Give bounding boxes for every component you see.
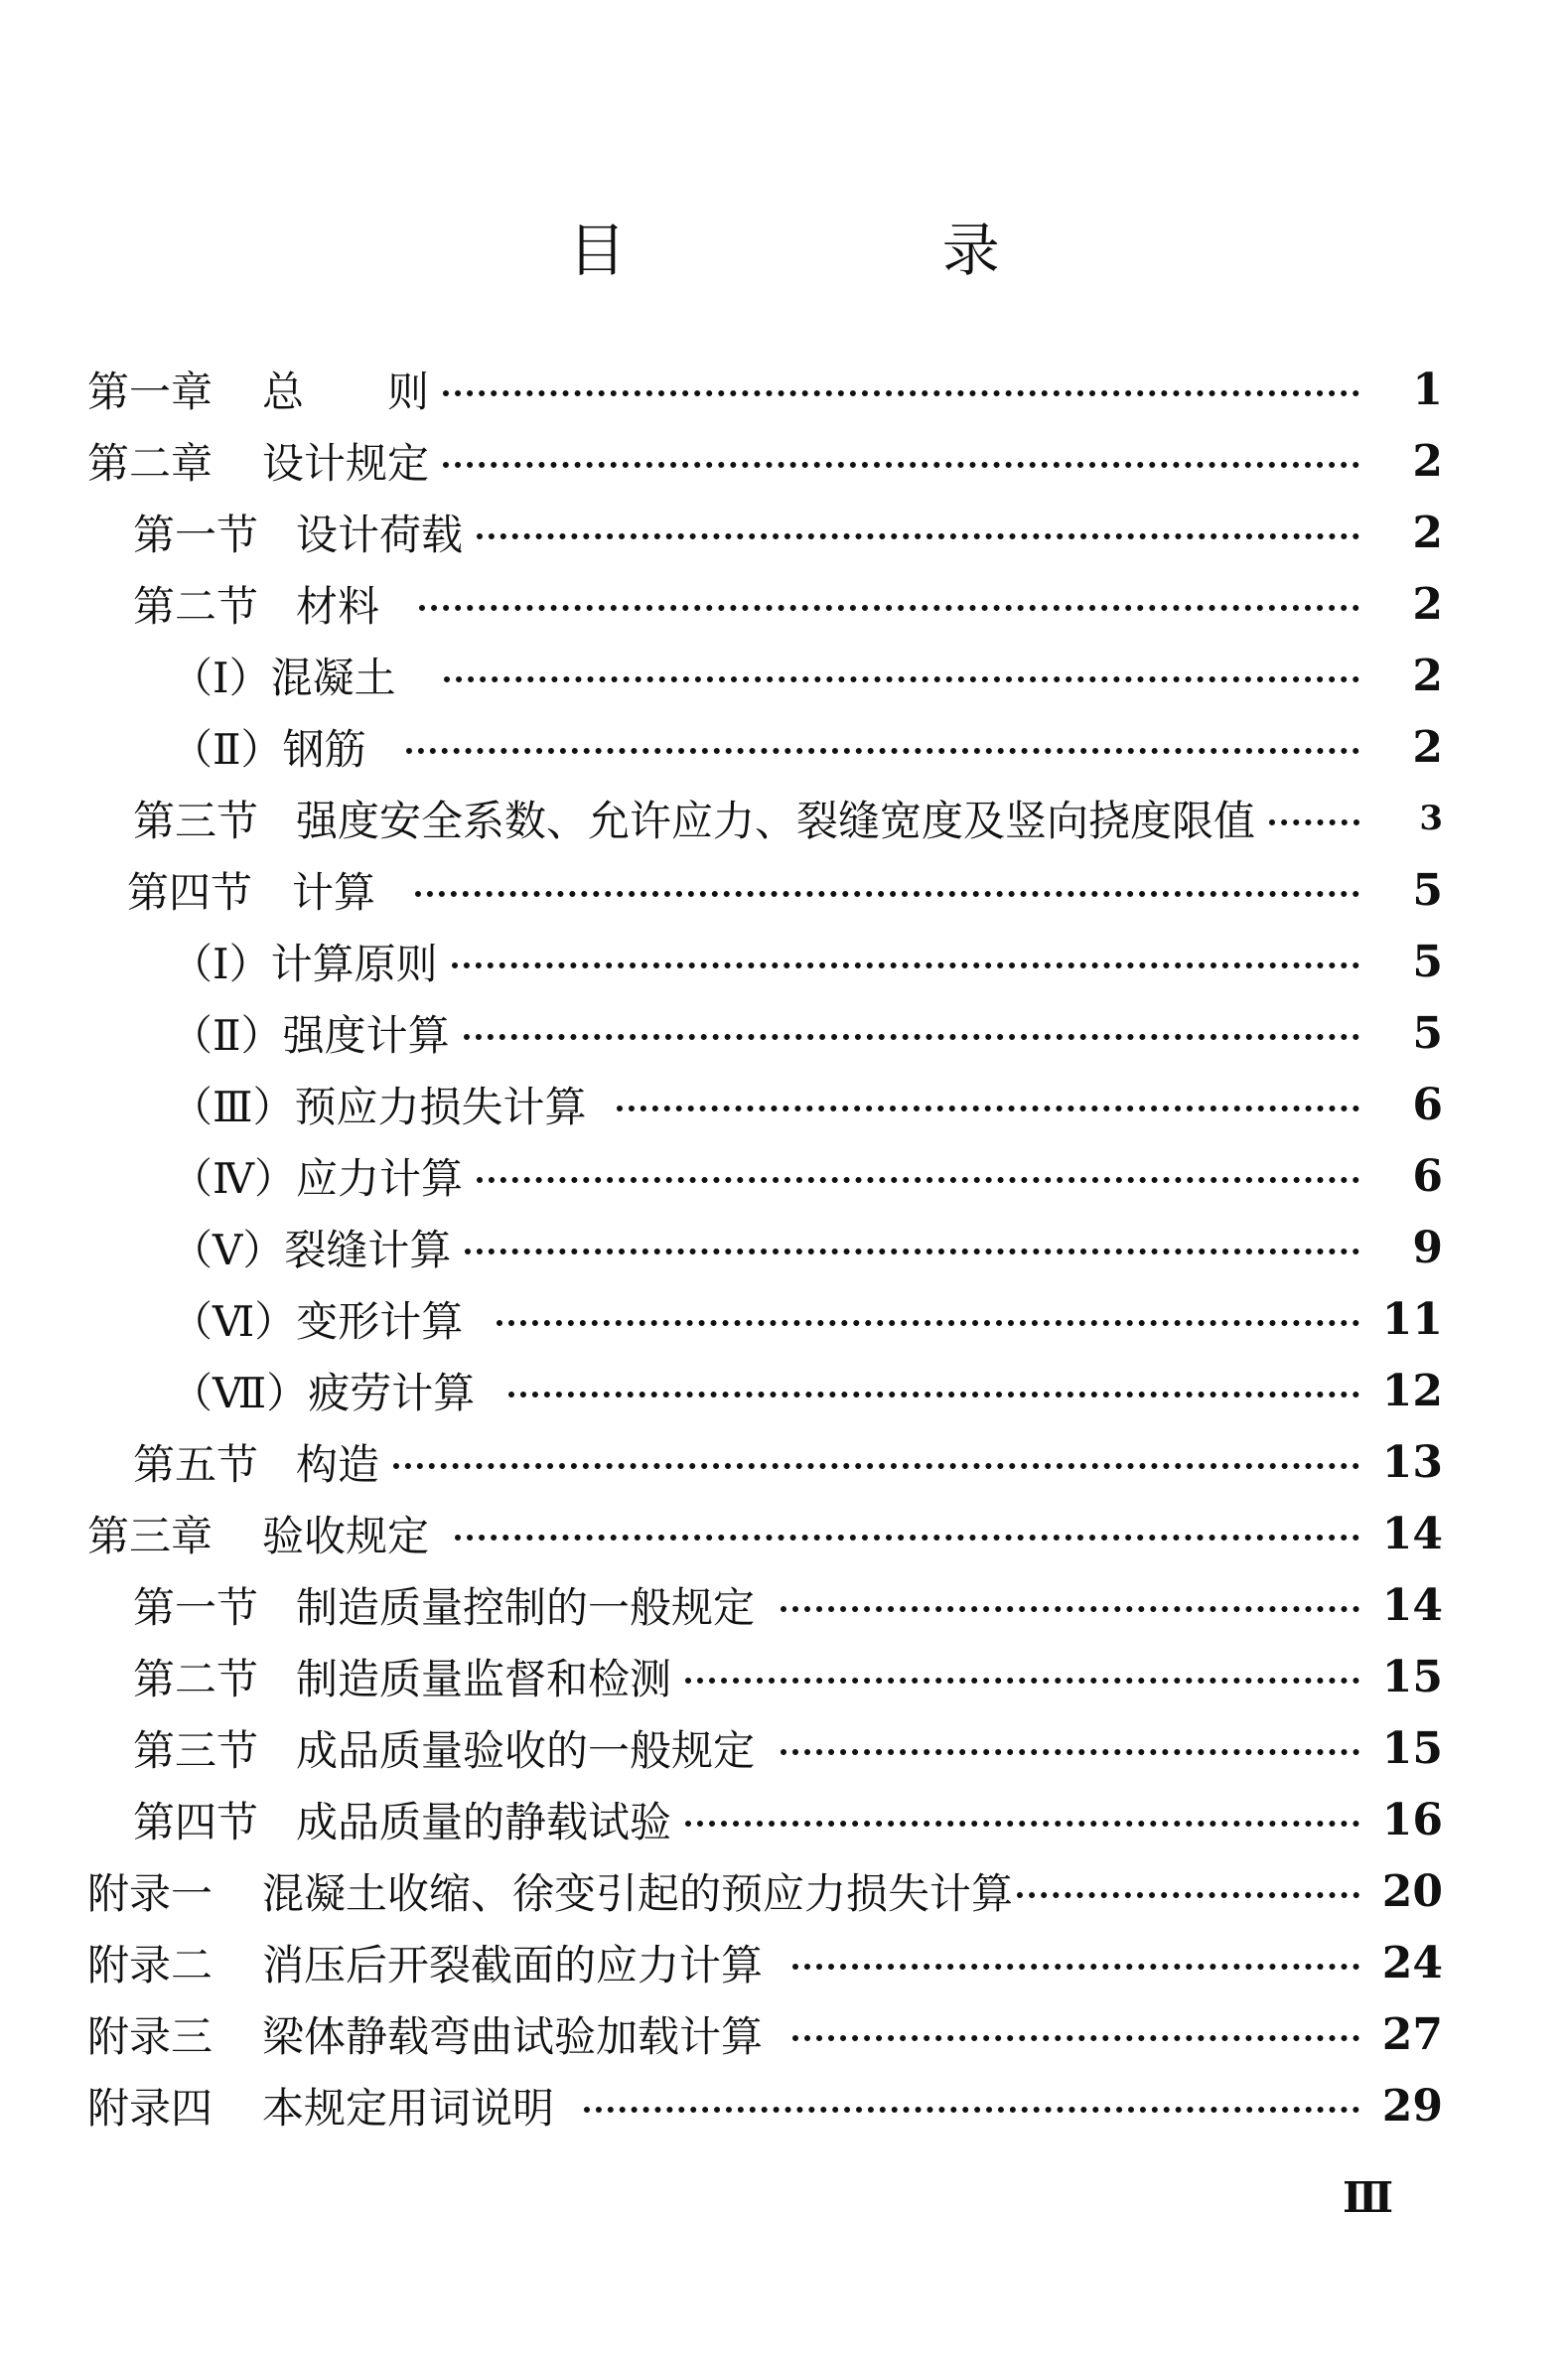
toc-entry-number: 第四节	[127, 868, 253, 917]
toc-entry-title: 疲劳计算	[308, 1369, 476, 1417]
dot-leader	[452, 962, 1359, 968]
toc-entry-page: 5	[1412, 1007, 1443, 1059]
toc-entry-appendix-3[interactable]	[0, 1998, 1568, 2070]
toc-entry-page: 27	[1381, 2008, 1443, 2060]
toc-entry-page: 9	[1412, 1222, 1443, 1273]
toc-entry-title: 混凝土	[270, 654, 396, 702]
toc-entry-title: 成品质量验收的一般规定	[296, 1726, 756, 1775]
toc-entry-number: 第一章	[87, 368, 214, 416]
toc-entry-title: 预应力损失计算	[294, 1083, 587, 1131]
table-of-contents	[0, 354, 1568, 2141]
toc-entry-page: 13	[1381, 1436, 1443, 1488]
toc-entry-page: 6	[1412, 1079, 1443, 1130]
toc-entry-number: 附录一	[87, 1869, 214, 1918]
toc-entry-page: 2	[1412, 507, 1443, 558]
toc-entry-subsection-concrete[interactable]	[0, 640, 1568, 711]
toc-entry-number: 第三章	[87, 1512, 214, 1560]
toc-entry-title: 变形计算	[296, 1297, 464, 1346]
page-title: 目 录	[568, 217, 1149, 284]
toc-entry-subsection-deformation[interactable]	[0, 1283, 1568, 1355]
toc-entry-page: 2	[1412, 435, 1443, 487]
toc-entry-page: 1	[1412, 364, 1443, 415]
dot-leader	[1017, 1892, 1359, 1898]
toc-entry-chapter-2[interactable]	[0, 425, 1568, 497]
toc-entry-number: （Ⅶ）	[171, 1369, 309, 1417]
dot-leader	[393, 1463, 1359, 1469]
toc-entry-subsection-calc-principle[interactable]	[0, 926, 1568, 997]
toc-entry-number: 第三节	[133, 797, 259, 845]
toc-entry-subsection-strength[interactable]	[0, 997, 1568, 1069]
toc-entry-number: 第二节	[133, 1655, 259, 1703]
toc-entry-number: （Ⅳ）	[171, 1154, 296, 1203]
toc-entry-title: 设计荷载	[296, 511, 464, 559]
toc-entry-title: 钢筋	[282, 725, 366, 774]
toc-entry-subsection-stress[interactable]	[0, 1140, 1568, 1212]
toc-entry-chapter-3[interactable]	[0, 1498, 1568, 1569]
toc-entry-page: 3	[1419, 799, 1443, 838]
dot-leader	[781, 1606, 1359, 1612]
toc-entry-page: 14	[1381, 1579, 1443, 1631]
toc-entry-subsection-rebar[interactable]	[0, 711, 1568, 783]
toc-entry-subsection-fatigue[interactable]	[0, 1355, 1568, 1426]
toc-entry-number: 第一节	[133, 511, 259, 559]
toc-entry-title: 制造质量控制的一般规定	[296, 1583, 756, 1632]
toc-entry-subsection-crack[interactable]	[0, 1212, 1568, 1283]
dot-leader	[617, 1105, 1359, 1111]
toc-entry-number: 第二节	[133, 582, 259, 631]
toc-entry-chapter-1[interactable]	[0, 354, 1568, 425]
toc-entry-page: 24	[1381, 1937, 1443, 1989]
toc-entry-page: 6	[1412, 1150, 1443, 1202]
toc-entry-section-3-4[interactable]	[0, 1784, 1568, 1855]
toc-entry-section-2-5[interactable]	[0, 1426, 1568, 1498]
dot-leader	[1269, 819, 1359, 825]
toc-entry-page: 20	[1381, 1865, 1443, 1917]
dot-leader	[508, 1392, 1359, 1398]
toc-entry-number: （Ⅱ）	[171, 725, 283, 774]
toc-entry-appendix-1[interactable]	[0, 1855, 1568, 1927]
toc-entry-number: （Ⅱ）	[171, 1011, 283, 1060]
toc-entry-number: （Ⅰ）	[171, 654, 271, 702]
toc-entry-title: 强度计算	[282, 1011, 450, 1060]
toc-entry-appendix-4[interactable]	[0, 2070, 1568, 2141]
toc-entry-number: 第二章	[87, 439, 214, 488]
toc-entry-page: 11	[1381, 1293, 1443, 1345]
toc-entry-title: 设计规定	[262, 439, 430, 488]
toc-entry-number: 附录三	[87, 2012, 214, 2061]
toc-entry-title: 成品质量的静载试验	[296, 1798, 672, 1846]
toc-entry-page: 5	[1412, 936, 1443, 987]
toc-entry-title: 验收规定	[262, 1512, 430, 1560]
toc-entry-title: 强度安全系数、允许应力、裂缝宽度及竖向挠度限值	[296, 797, 1256, 845]
dot-leader	[477, 1177, 1359, 1183]
dot-leader	[781, 1749, 1359, 1755]
toc-entry-page: 16	[1381, 1794, 1443, 1845]
toc-entry-number: 第三节	[133, 1726, 259, 1775]
toc-entry-section-3-1[interactable]	[0, 1569, 1568, 1641]
dot-leader	[419, 605, 1359, 611]
toc-entry-page: 15	[1381, 1722, 1443, 1774]
toc-entry-title: 计算原则	[270, 940, 438, 988]
toc-entry-page: 12	[1381, 1365, 1443, 1416]
dot-leader	[792, 1964, 1359, 1970]
dot-leader	[792, 2035, 1359, 2041]
toc-entry-title: 消压后开裂截面的应力计算	[262, 1941, 764, 1989]
toc-entry-number: （Ⅵ）	[171, 1297, 297, 1346]
toc-entry-number: 附录二	[87, 1941, 214, 1989]
dot-leader	[443, 462, 1359, 468]
toc-entry-page: 2	[1412, 650, 1443, 701]
toc-entry-section-2-3[interactable]	[0, 783, 1568, 854]
toc-entry-title: 材料	[296, 582, 380, 631]
dot-leader	[464, 1034, 1359, 1040]
toc-entry-page: 29	[1381, 2080, 1443, 2132]
toc-entry-title: 裂缝计算	[284, 1226, 452, 1274]
page-number: Ⅲ	[1343, 2173, 1394, 2222]
dot-leader	[584, 2107, 1359, 2113]
toc-entry-section-2-4[interactable]	[0, 854, 1568, 926]
toc-entry-title: 应力计算	[295, 1154, 463, 1203]
toc-entry-number: 第一节	[133, 1583, 259, 1632]
toc-entry-title: 制造质量监督和检测	[296, 1655, 672, 1703]
toc-entry-page: 2	[1412, 721, 1443, 773]
toc-entry-section-3-2[interactable]	[0, 1641, 1568, 1712]
toc-entry-title: 总 则	[262, 368, 430, 416]
dot-leader	[406, 748, 1359, 754]
dot-leader	[444, 676, 1359, 682]
toc-entry-title: 本规定用词说明	[262, 2084, 555, 2133]
dot-leader	[465, 1249, 1359, 1254]
toc-entry-page: 2	[1412, 578, 1443, 630]
toc-entry-subsection-prestress-loss[interactable]	[0, 1069, 1568, 1140]
dot-leader	[455, 1535, 1359, 1541]
dot-leader	[497, 1320, 1359, 1326]
toc-entry-title: 构造	[296, 1440, 380, 1489]
toc-entry-number: （Ⅰ）	[171, 940, 271, 988]
toc-entry-number: （Ⅲ）	[171, 1083, 295, 1131]
dot-leader	[685, 1678, 1359, 1684]
toc-entry-page: 14	[1381, 1508, 1443, 1559]
toc-entry-number: 附录四	[87, 2084, 214, 2133]
dot-leader	[477, 533, 1359, 539]
toc-entry-page: 15	[1381, 1651, 1443, 1702]
toc-entry-title: 混凝土收缩、徐变引起的预应力损失计算	[262, 1869, 1014, 1918]
toc-entry-appendix-2[interactable]	[0, 1927, 1568, 1998]
dot-leader	[415, 891, 1359, 897]
toc-entry-number: 第五节	[133, 1440, 259, 1489]
toc-entry-title: 计算	[292, 868, 376, 917]
toc-entry-page: 5	[1412, 864, 1443, 916]
toc-entry-section-2-2[interactable]	[0, 568, 1568, 640]
toc-entry-section-3-3[interactable]	[0, 1712, 1568, 1784]
toc-entry-number: 第四节	[133, 1798, 259, 1846]
toc-entry-number: （Ⅴ）	[171, 1226, 285, 1274]
dot-leader	[685, 1821, 1359, 1827]
toc-entry-title: 梁体静载弯曲试验加载计算	[262, 2012, 764, 2061]
toc-entry-section-2-1[interactable]	[0, 497, 1568, 568]
dot-leader	[443, 390, 1359, 396]
